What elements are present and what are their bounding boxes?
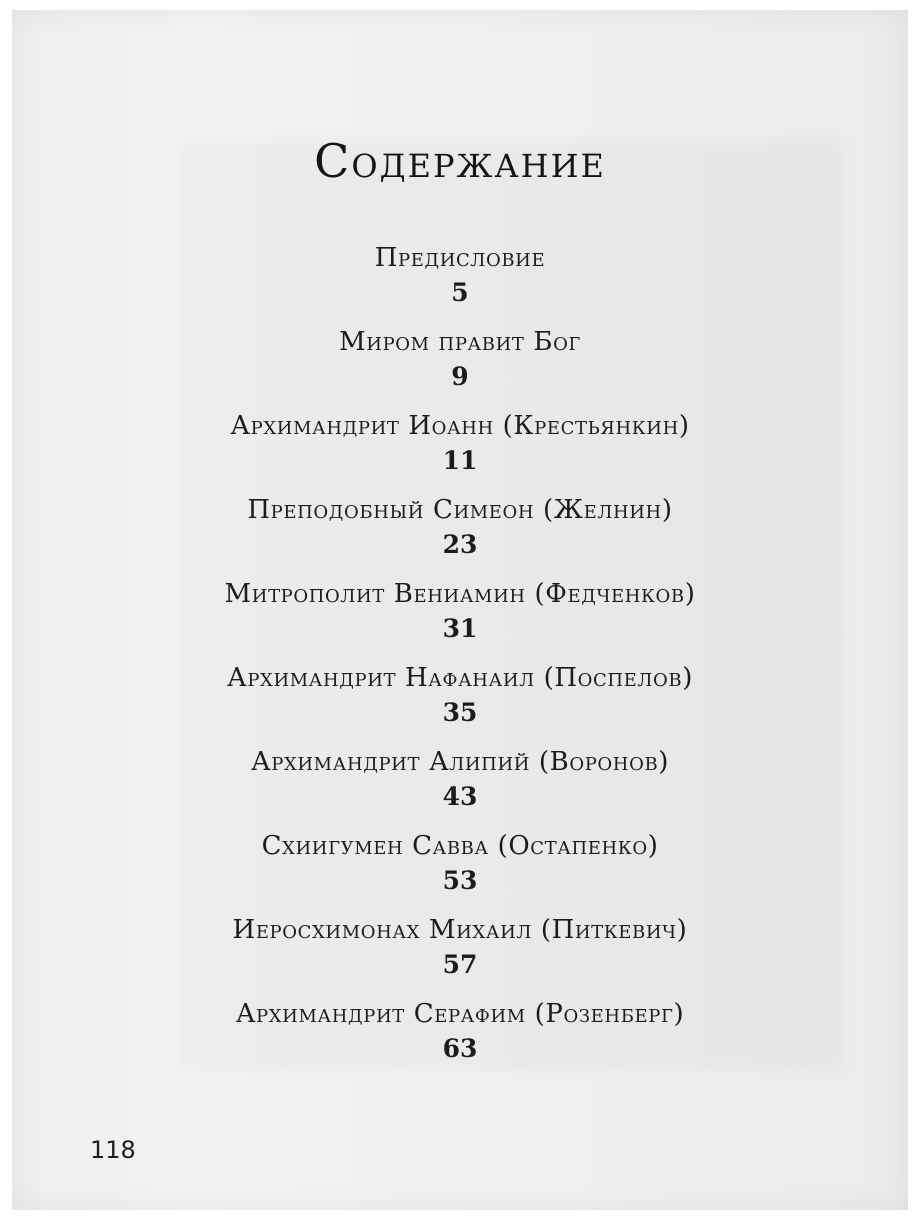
toc-entry-page: 31 [442,614,478,643]
toc-entry-title: Архимандрит Серафим (Розенберг) [235,999,685,1029]
toc-entry-ioann [0,406,920,490]
toc-entry-title: Архимандрит Иоанн (Крестьянкин) [230,411,690,441]
toc-entry-page: 5 [451,278,469,307]
toc-entry-page: 43 [442,782,478,811]
toc-entry-title: Митрополит Вениамин (Федченков) [224,579,696,609]
toc-entry-world-ruled-by-god [0,322,920,406]
toc-entry-title: Архимандрит Нафанаил (Поспелов) [227,663,693,693]
toc-entry-page: 9 [451,362,469,391]
toc-entry-savva [0,826,920,910]
table-of-contents [0,238,920,1078]
toc-entry-page: 53 [442,866,478,895]
toc-entry-page: 35 [442,698,478,727]
toc-entry-page: 63 [442,1034,478,1063]
toc-entry-title: Преподобный Симеон (Желнин) [247,495,673,525]
toc-entry-simeon [0,490,920,574]
toc-entry-title: Иеросхимонах Михаил (Питкевич) [232,915,688,945]
toc-entry-page: 57 [442,950,478,979]
toc-entry-title: Схиигумен Савва (Остапенко) [261,831,659,861]
toc-entry-title: Миром правит Бог [339,327,581,357]
toc-entry-veniamin [0,574,920,658]
toc-entry-nafanail [0,658,920,742]
toc-entry-title: Предисловие [374,243,546,273]
toc-entry-serafim [0,994,920,1078]
toc-entry-preface [0,238,920,322]
toc-entry-title: Архимандрит Алипий (Воронов) [250,747,670,777]
toc-entry-page: 11 [442,446,478,475]
contents-heading: Содержание [314,134,606,188]
page-number: 118 [90,1136,136,1164]
toc-entry-page: 23 [442,530,478,559]
toc-entry-alipiy [0,742,920,826]
toc-entry-mikhail [0,910,920,994]
